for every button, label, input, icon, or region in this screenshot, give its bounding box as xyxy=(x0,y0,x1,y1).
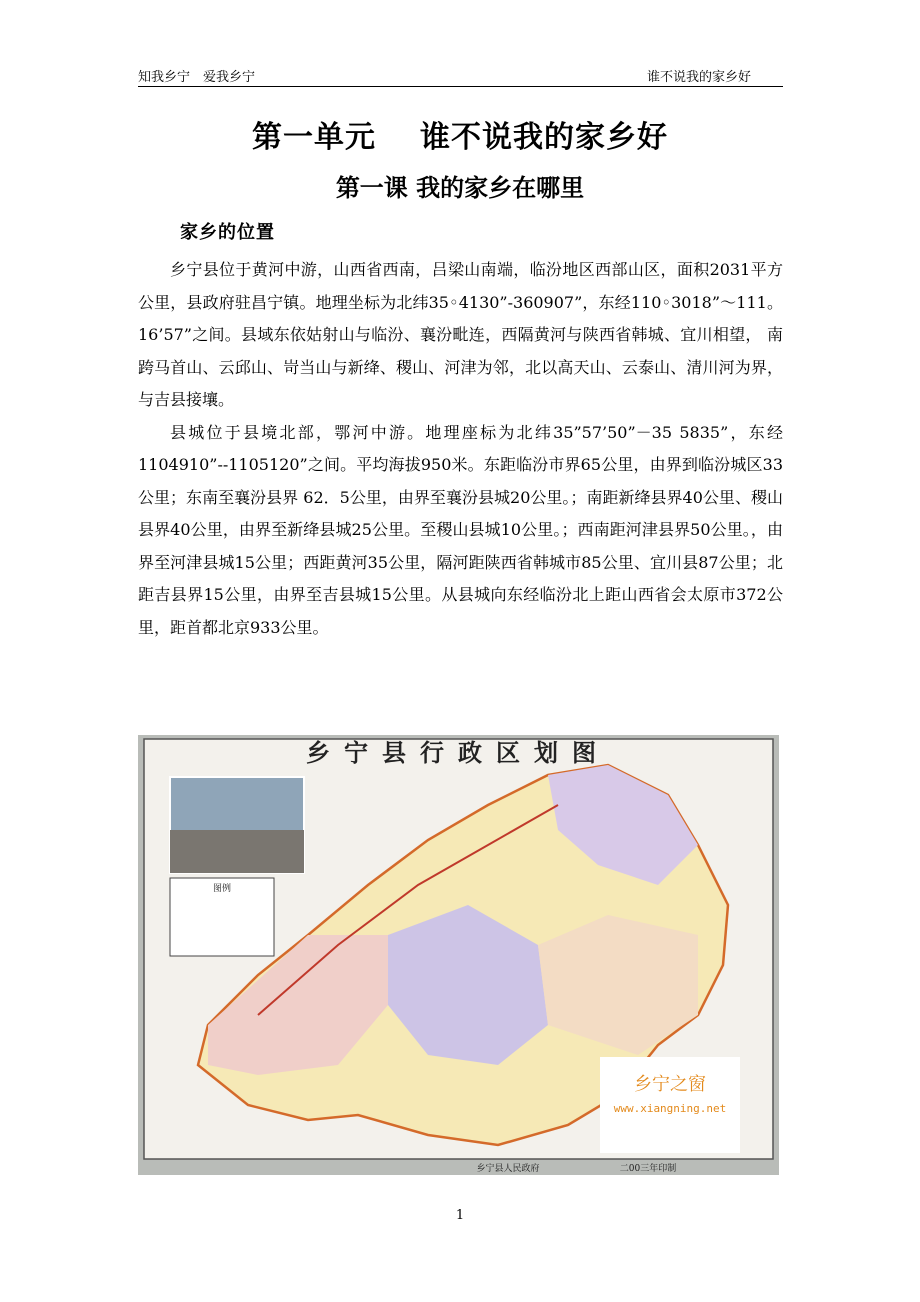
town-photo-street xyxy=(170,830,304,873)
header-left: 知我乡宁 爱我乡宁 xyxy=(138,70,256,85)
map-print-year: 二00三年印制 xyxy=(619,1164,677,1174)
paragraph: 县城位于县境北部，鄂河中游。地理座标为北纬35”57’50”－35 5835”，东经1104910”--1105120”之间。平均海拔950米。东距临汾市界65公里，由界到临汾城区33公里；东南至襄汾县界 62．5公里，由界至襄汾县城20公里。；南距新绛县界40公里、稷山县界40公里，由界至新绛县城25公里。至稷山县城10公里。；西南距河津县界50公里。，由界至河津县城15公里；西距黄河35公里，隔河距陕西省韩城市85公里、宜川县87公里；北距吉县界15公里，由界至吉县城15公里。从县城向东经临汾北上距山西省会太原市372公里，距首都北京933公里。 xyxy=(138,422,783,637)
unit-title xyxy=(0,112,920,156)
page-header xyxy=(138,64,783,87)
body-text xyxy=(138,254,783,644)
unit-name: 谁不说我的家乡好 xyxy=(420,120,668,155)
watermark-text: 乡宁之窗 xyxy=(634,1074,706,1095)
header-right: 谁不说我的家乡好 xyxy=(646,70,751,85)
paragraph: 乡宁县位于黄河中游，山西省西南，吕梁山南端，临汾地区西部山区，面积2031平方公里，县政府驻昌宁镇。地理坐标为北纬35◦4130”-360907”，东经110◦3018”～111。16’57”之间。县域东依姑射山与临汾、襄汾毗连，西隔黄河与陕西省韩城、宜川相望， 南跨马首山、云邱山、岢当山与新绛、稷山、河津为邻，北以高天山、云泰山、清川河为界，与吉县接壤。 xyxy=(138,260,783,409)
map-title: 乡宁县行政区划图 xyxy=(306,739,610,767)
unit-number: 第一单元 xyxy=(252,120,376,155)
page-number: 1 xyxy=(455,1208,465,1223)
legend-title: 图例 xyxy=(212,884,232,894)
watermark-url: www.xiangning.net xyxy=(613,1102,727,1115)
section-heading: 家乡的位置 xyxy=(180,222,275,243)
administrative-map xyxy=(138,735,779,1175)
map-publisher: 乡宁县人民政府 xyxy=(476,1164,540,1174)
lesson-title: 第一课 我的家乡在哪里 xyxy=(335,174,585,202)
